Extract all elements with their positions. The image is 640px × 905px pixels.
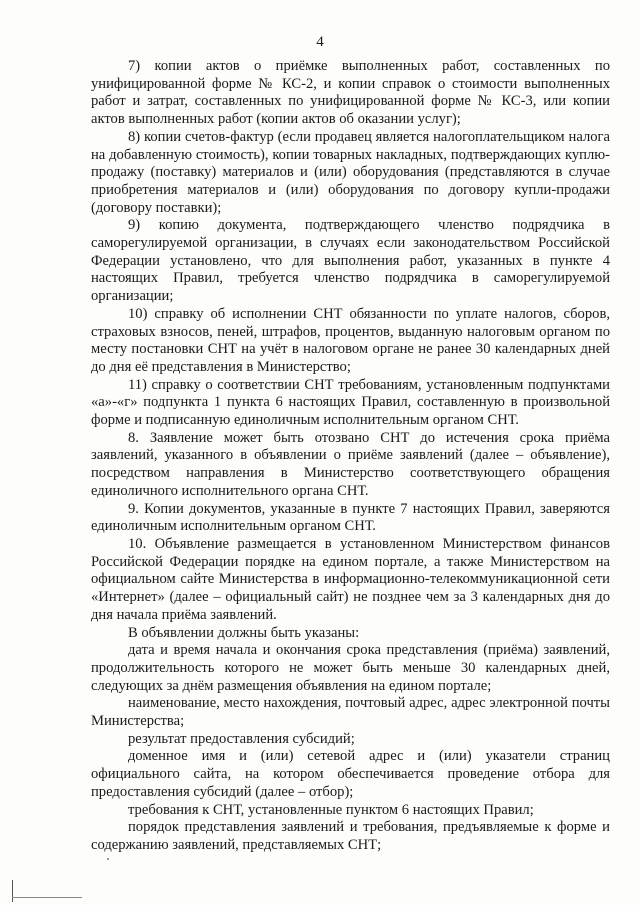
paragraph-item-10: 10) справку об исполнении СНТ обязанности по уплате налогов, сборов, страховых взносов, пеней, штрафов, процентов, выданную налоговым органом по месту постановки СНТ на учёт в налоговом органе не ранее 30 календарных дней до дня её представления в Министерство; (91, 305, 610, 375)
announcement-website: доменное имя и (или) сетевой адрес и (или) указатели страниц официального сайта, на котором обеспечивается проведение отбора для предоставления субсидий (далее – отбор); (91, 748, 610, 800)
scan-artifact-dot (107, 858, 109, 860)
announcement-contacts: наименование, место нахождения, почтовый адрес, адрес электронной почты Министерства; (91, 695, 610, 730)
page-number: 4 (316, 34, 324, 50)
paragraph-clause-9: 9. Копии документов, указанные в пункте 7 настоящих Правил, заверяются единоличным исполнительным органом СНТ. (91, 500, 610, 535)
scan-edge-mark (12, 880, 13, 902)
paragraph-clause-10: 10. Объявление размещается в установленном Министерством финансов Российской Федерации порядке на едином портале, а также Министерством на официальном сайте Министерства в информационно-телекоммуникационной сети «Интернет» (далее – официальный сайт) не позднее чем за 3 календарных дня до дня начала приёма заявлений. (91, 535, 610, 623)
scan-bottom-rule (12, 897, 82, 898)
document-body (91, 58, 610, 855)
announcement-result: результат предоставления субсидий; (128, 730, 355, 747)
paragraph-item-7: 7) копии актов о приёмке выполненных работ, составленных по унифицированной форме № КС-2, и копии справок о стоимости выполненных работ и затрат, составленных по унифицированной форме № КС-3, или копии актов выполненных работ (копии актов об оказании услуг); (91, 58, 610, 128)
announcement-requirements: требования к СНТ, установленные пунктом 6 настоящих Правил; (128, 801, 534, 818)
paragraph-clause-8: 8. Заявление может быть отозвано СНТ до истечения срока приёма заявлений, указанного в объявлении о приёме заявлений (далее – объявление), посредством направления в Министерство соответствующего обращения единоличного исполнительного органа СНТ. (91, 429, 610, 499)
paragraph-item-8: 8) копии счетов-фактур (если продавец является налогоплательщиком налога на добавленную стоимость), копии товарных накладных, подтверждающих куплю-продажу (поставку) материалов и (или) оборудования (представляются в случае приобретения материалов и (или) оборудования по договору купли-продажи (договору поставки); (91, 128, 610, 216)
announcement-procedure: порядок представления заявлений и требования, предъявляемые к форме и содержанию заявлений, представляемых СНТ; (91, 819, 610, 853)
paragraph-item-11: 11) справку о соответствии СНТ требованиям, установленным подпунктами «а»-«г» подпункта 1 пункта 6 настоящих Правил, составленную в произвольной форме и подписанную единоличным исполнительным органом СНТ. (91, 376, 610, 429)
paragraph-item-9: 9) копию документа, подтверждающего членство подрядчика в саморегулируемой организации, в случаях если законодательством Российской Федерации установлено, что для выполнения работ, указанных в пункте 4 настоящих Правил, требуется членство подрядчика в саморегулируемой организации; (91, 217, 610, 305)
announcement-dates: дата и время начала и окончания срока представления (приёма) заявлений, продолжительность которого не может быть меньше 30 календарных дней, следующих за днём размещения объявления на едином портале; (91, 642, 610, 694)
announcement-intro: В объявлении должны быть указаны: (128, 624, 360, 641)
